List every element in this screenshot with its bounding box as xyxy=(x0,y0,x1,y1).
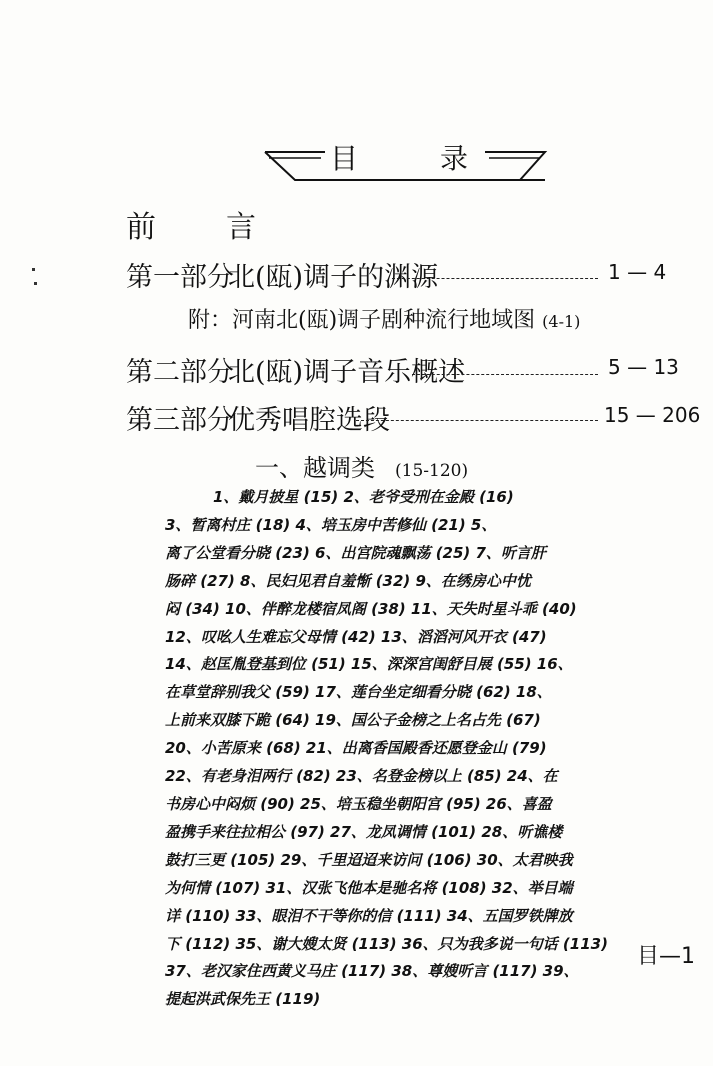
preface-heading: 前 言 xyxy=(126,210,256,245)
list-item: 12、叹吆人生难忘父母情 (42) 13、滔滔河风开衣 (47) xyxy=(165,627,547,646)
list-item: 上前来双膝下跪 (64) 19、国公子金榜之上名占先 (67) xyxy=(165,711,541,730)
part-3-label: 第三部分 xyxy=(126,405,234,436)
list-item: 书房心中闷烦 (90) 25、培玉稳坐朝阳宫 (95) 26、喜盈 xyxy=(165,794,552,813)
aria-list xyxy=(165,484,645,1014)
scan-speck xyxy=(32,268,35,271)
part-2-pages: 5 — 13 xyxy=(608,355,679,379)
list-item: 肠碎 (27) 8、民妇见君自羞惭 (32) 9、在绣房心中忧 xyxy=(165,571,531,590)
list-item: 提起洪武保先王 (119) xyxy=(165,990,321,1009)
list-item: 离了公堂看分晓 (23) 6、出宫院魂飘荡 (25) 7、听言肝 xyxy=(165,543,546,562)
list-item: 在草堂辞别我父 (59) 17、莲台坐定细看分晓 (62) 18、 xyxy=(165,683,552,702)
list-item: 14、赵匡胤登基到位 (51) 15、深深宫闺舒目展 (55) 16、 xyxy=(165,655,573,674)
part-2-label: 第二部分 xyxy=(126,357,234,388)
heading-right: 录 xyxy=(440,142,469,175)
list-item: 1、戴月披星 (15) 2、老爷受刑在金殿 (16) xyxy=(213,488,514,506)
list-item: 详 (110) 33、眼泪不干等你的信 (111) 34、五国罗铁牌放 xyxy=(165,906,573,925)
part-1-title: 北(瓯)调子的渊源 xyxy=(228,262,439,293)
part-1-label: 第一部分 xyxy=(126,262,234,293)
part-1-pages: 1 — 4 xyxy=(608,260,667,284)
scan-speck xyxy=(34,282,37,285)
heading-banner xyxy=(255,130,555,190)
section-heading: 一、越调类 (15-120) xyxy=(255,454,469,482)
heading-left: 目 xyxy=(330,142,363,175)
list-item: 3、暂离村庄 (18) 4、培玉房中苦修仙 (21) 5、 xyxy=(165,515,497,534)
part-3-title: 优秀唱腔选段 xyxy=(228,405,390,436)
list-item: 闷 (34) 10、伴醉龙楼宿凤阁 (38) 11、天失时星斗乖 (40) xyxy=(165,599,577,618)
part-2-title: 北(瓯)调子音乐概述 xyxy=(228,357,466,388)
appendix-line: 附：河南北(瓯)调子剧种流行地域图 (4-1) xyxy=(188,308,581,333)
leader-dots xyxy=(356,420,598,421)
list-item: 下 (112) 35、谢大嫂太贤 (113) 36、只为我多说一句话 (113) xyxy=(165,934,608,953)
list-item: 22、有老身泪两行 (82) 23、名登金榜以上 (85) 24、在 xyxy=(165,767,558,786)
list-item: 20、小苦原来 (68) 21、出离香国殿香还愿登金山 (79) xyxy=(165,739,547,758)
list-item: 为何情 (107) 31、汉张飞他本是驰名将 (108) 32、举目端 xyxy=(165,878,573,897)
leader-dots xyxy=(392,278,598,279)
leader-dots xyxy=(412,374,598,375)
list-item: 盈携手来往拉相公 (97) 27、龙凤调情 (101) 28、听谯楼 xyxy=(165,822,563,841)
part-3-pages: 15 — 206 xyxy=(604,403,701,427)
list-item: 37、老汉家住西黄义马庄 (117) 38、尊嫂听言 (117) 39、 xyxy=(165,962,579,981)
page-number: 目—1 xyxy=(637,944,695,969)
list-item: 鼓打三更 (105) 29、千里迢迢来访问 (106) 30、太君映我 xyxy=(165,850,573,869)
